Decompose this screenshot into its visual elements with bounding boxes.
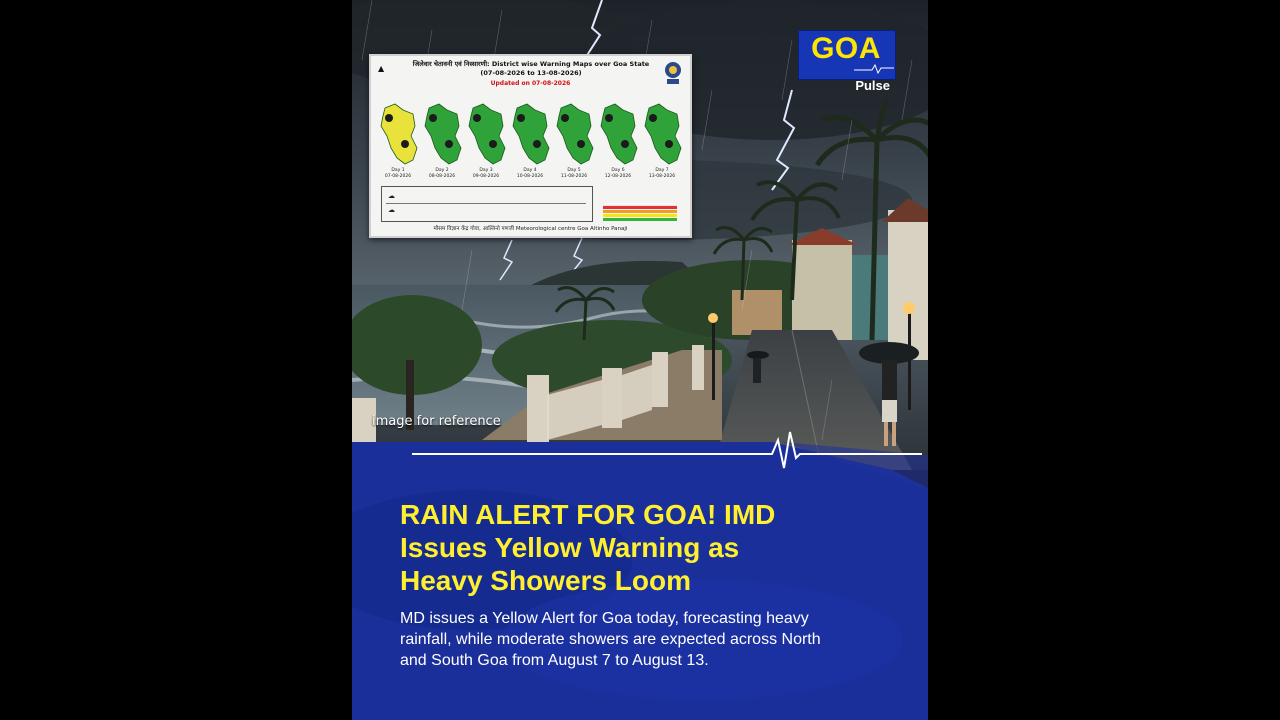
day-label: Day 2 08-08-2026 xyxy=(428,168,456,179)
goa-pulse-logo xyxy=(798,30,894,94)
day-map-1 xyxy=(381,104,417,164)
rain-cloud-icon xyxy=(489,140,497,148)
rain-cloud-icon xyxy=(649,114,657,122)
headline-line-2: Issues Yellow Warning as xyxy=(400,532,740,563)
headline xyxy=(400,498,860,597)
rain-cloud-icon xyxy=(533,140,541,148)
day-map-3 xyxy=(469,104,505,164)
map-title xyxy=(401,60,661,78)
map-legend: ☁ ☁ xyxy=(381,186,593,222)
logo-pulse-icon xyxy=(854,64,894,74)
headline-line-3: Heavy Showers Loom xyxy=(400,565,691,596)
rain-cloud-icon xyxy=(605,114,613,122)
day-label: Day 4 10-08-2026 xyxy=(516,168,544,179)
rain-cloud-icon xyxy=(429,114,437,122)
day-map-4 xyxy=(513,104,549,164)
imd-emblem-icon xyxy=(663,60,683,86)
day-label: Day 6 12-08-2026 xyxy=(604,168,632,179)
rain-cloud-icon xyxy=(385,114,393,122)
map-footer-credit: मौसम विज्ञान केंद्र गोवा, आल्तिनो पणजी Meteorological centre Goa Altinho Panaji xyxy=(433,226,628,232)
day-label: Day 3 09-08-2026 xyxy=(472,168,500,179)
logo-text: GOA xyxy=(811,32,881,65)
headline-line-1: RAIN ALERT FOR GOA! IMD xyxy=(400,499,776,530)
map-updated-date: Updated on 07-08-2026 xyxy=(490,80,571,87)
rain-cloud-icon xyxy=(621,140,629,148)
rain-cloud-icon xyxy=(665,140,673,148)
map-title-text: जिलेवार चेतावनी एवं निस्सारणी: District wise Warning Maps over Goa State xyxy=(412,60,650,68)
day-map-5 xyxy=(557,104,593,164)
warning-color-scale xyxy=(603,202,677,222)
article-summary xyxy=(400,608,900,671)
summary-line-3: and South Goa from August 7 to August 13. xyxy=(400,652,709,669)
map-date-range: (07-08-2026 to 13-08-2026) xyxy=(480,69,582,77)
logo-subtitle: Pulse xyxy=(855,78,890,93)
day-map-2 xyxy=(425,104,461,164)
rain-cloud-icon xyxy=(401,140,409,148)
day-map-7 xyxy=(645,104,681,164)
day-label: Day 1 07-08-2026 xyxy=(384,168,412,179)
day-label: Day 7 13-08-2026 xyxy=(648,168,676,179)
summary-line-1: MD issues a Yellow Alert for Goa today, forecasting heavy xyxy=(400,610,809,627)
district-warning-map xyxy=(369,54,692,238)
image-reference-caption: image for reference xyxy=(372,414,501,429)
news-post-card xyxy=(352,0,928,720)
rain-cloud-icon xyxy=(577,140,585,148)
day-label: Day 5 11-08-2026 xyxy=(560,168,588,179)
summary-line-2: rainfall, while moderate showers are expected across North xyxy=(400,631,821,648)
rain-cloud-icon xyxy=(561,114,569,122)
day-map-6 xyxy=(601,104,637,164)
rain-cloud-icon xyxy=(517,114,525,122)
rain-cloud-icon xyxy=(473,114,481,122)
north-arrow-icon: ▲ xyxy=(378,64,385,73)
rain-cloud-icon xyxy=(445,140,453,148)
